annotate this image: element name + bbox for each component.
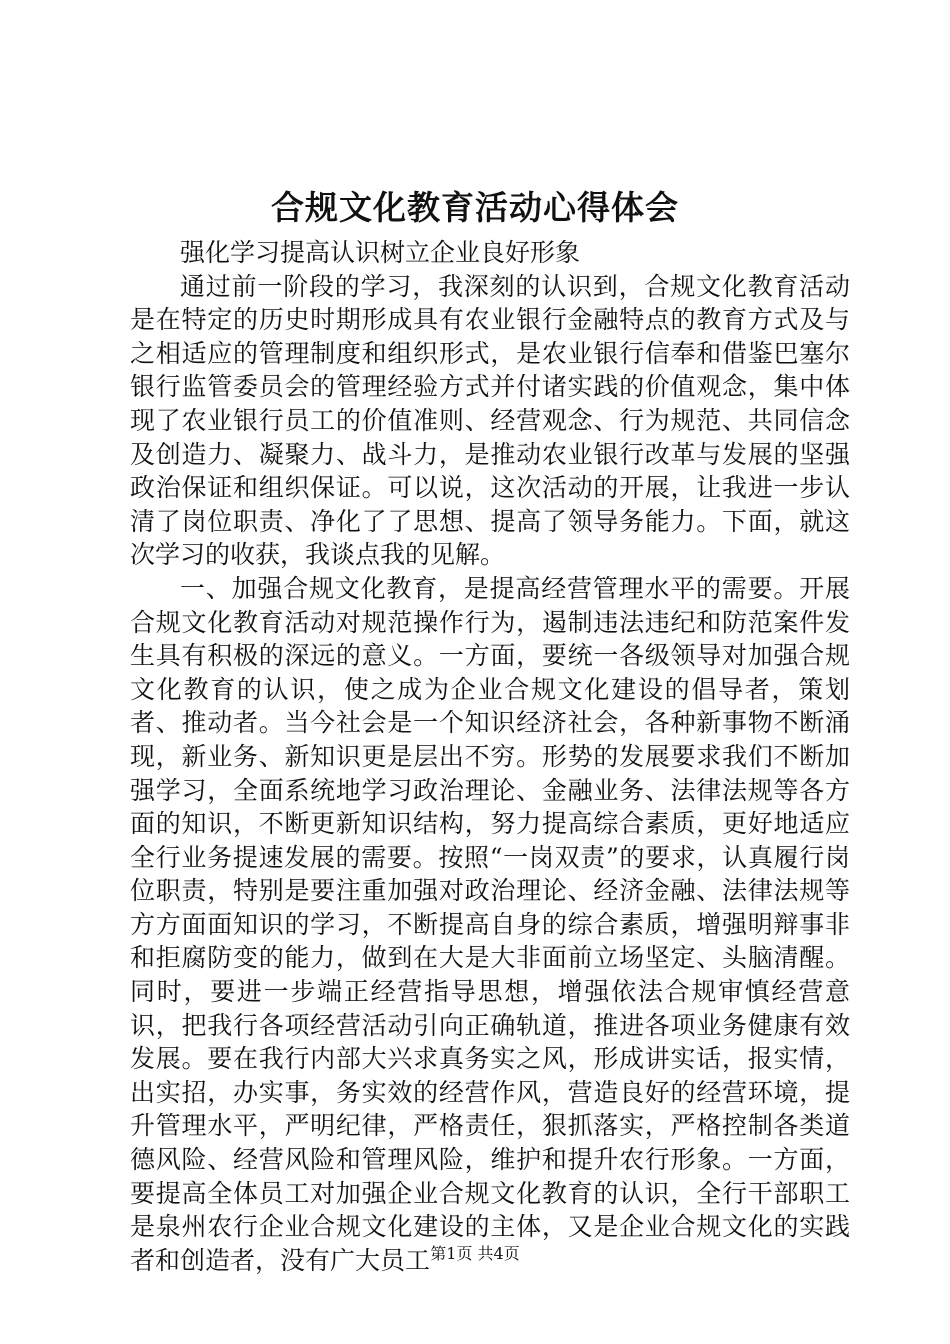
document-title: 合规文化教育活动心得体会: [271, 188, 679, 227]
document-body: [130, 236, 850, 1277]
intro-paragraph: 通过前一阶段的学习，我深刻的认识到，合规文化教育活动是在特定的历史时期形成具有农业银行金融特点的教育方式及与之相适应的管理制度和组织形式，是农业银行信奉和借鉴巴塞尔银行监管委员会的管理经验方式并付诸实践的价值观念，集中体现了农业银行员工的价值准则、经营观念、行为规范、共同信念及创造力、凝聚力、战斗力，是推动农业银行改革与发展的坚强政治保证和组织保证。可以说，这次活动的开展，让我进一步认清了岗位职责、净化了了思想、提高了领导务能力。下面，就这次学习的收获，我谈点我的见解。: [130, 271, 850, 570]
subtitle-paragraph: 强化学习提高认识树立企业良好形象: [180, 238, 581, 267]
section-one-paragraph: 一、加强合规文化教育，是提高经营管理水平的需要。开展合规文化教育活动对规范操作行为，遏制违法违纪和防范案件发生具有积极的深远的意义。一方面，要统一各级领导对加强合规文化教育的认识，使之成为企业合规文化建设的倡导者，策划者、推动者。当今社会是一个知识经济社会，各种新事物不断涌现，新业务、新知识更是层出不穷。形势的发展要求我们不断加强学习，全面系统地学习政治理论、金融业务、法律法规等各方面的知识，不断更新知识结构，努力提高综合素质，更好地适应全行业务提速发展的需要。按照“一岗双责”的要求，认真履行岗位职责，特别是要注重加强对政治理论、经济金融、法律法规等方方面面知识的学习，不断提高自身的综合素质，增强明辩事非和拒腐防变的能力，做到在大是大非面前立场坚定、头脑清醒。同时，要进一步端正经营指导思想，增强依法合规审慎经营意识，把我行各项经营活动引向正确轨道，推进各项业务健康有效发展。要在我行内部大兴求真务实之风，形成讲实话，报实情，出实招，办实事，务实效的经营作风，营造良好的经营环境，提升管理水平，严明纪律，严格责任，狠抓落实，严格控制各类道德风险、经营风险和管理风险，维护和提升农行形象。一方面，要提高全体员工对加强企业合规文化教育的认识，全行干部职工是泉州农行企业合规文化建设的主体，又是企业合规文化的实践者和创造者，没有广大员工: [130, 573, 850, 1275]
page-number-footer: 第1页 共4页: [430, 1244, 520, 1263]
